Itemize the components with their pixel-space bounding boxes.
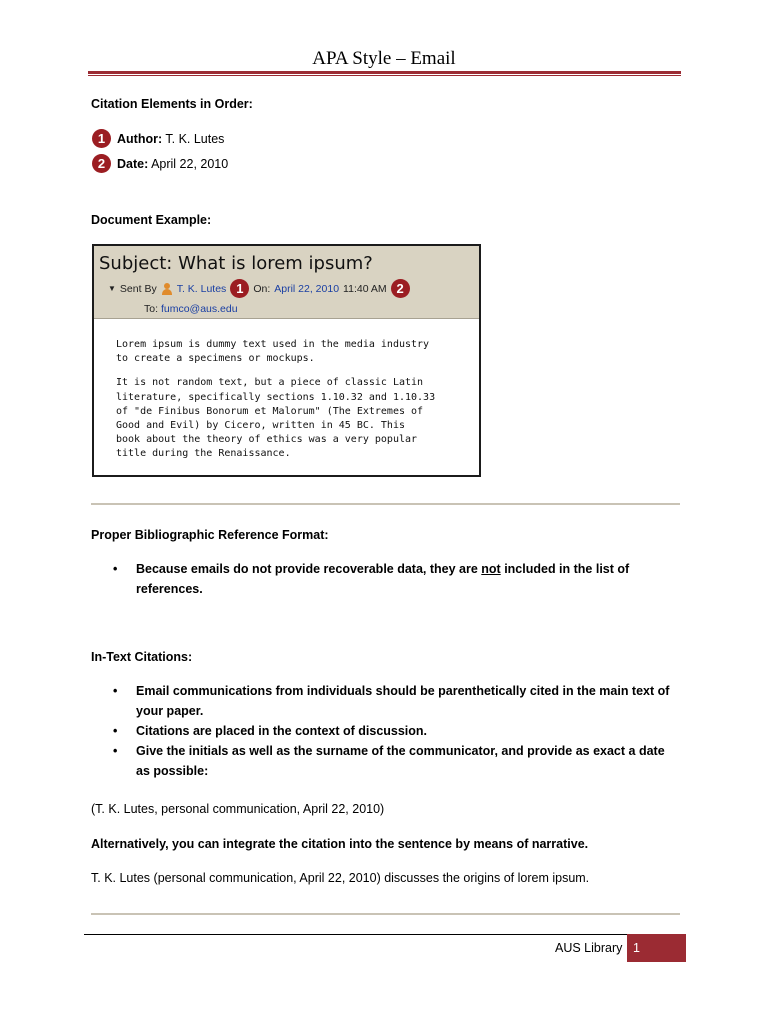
title-rule bbox=[88, 71, 681, 76]
citation-elements-heading: Citation Elements in Order: bbox=[91, 97, 253, 111]
document-example-heading: Document Example: bbox=[91, 213, 212, 227]
sent-by-row bbox=[108, 279, 410, 298]
email-subject: Subject: What is lorem ipsum? bbox=[99, 253, 373, 274]
element-value: T. K. Lutes bbox=[165, 131, 225, 146]
email-example bbox=[92, 244, 481, 477]
alternative-note: Alternatively, you can integrate the citation into the sentence by means of narrative. bbox=[91, 837, 589, 851]
list-item: • Citations are placed in the context of discussion. bbox=[91, 721, 671, 741]
page-number: 1 bbox=[627, 934, 686, 962]
number-badge-2: 2 bbox=[391, 279, 410, 298]
number-badge-1: 1 bbox=[230, 279, 249, 298]
list-item: • Because emails do not provide recoverable data, they are not included in the list of references. bbox=[91, 559, 636, 599]
on-label: On: bbox=[253, 282, 271, 295]
page-title: APA Style – Email bbox=[312, 48, 456, 69]
recipient-email-link[interactable]: fumco@aus.edu bbox=[160, 303, 238, 315]
number-badge-1: 1 bbox=[92, 129, 111, 148]
citation-element-date bbox=[92, 154, 228, 173]
to-row bbox=[144, 303, 238, 315]
example-citation-parenthetical: (T. K. Lutes, personal communication, April 22, 2010) bbox=[91, 802, 385, 816]
in-text-list bbox=[91, 681, 671, 781]
sender-link[interactable]: T. K. Lutes bbox=[176, 282, 227, 295]
date-link[interactable]: April 22, 2010 bbox=[274, 282, 340, 295]
time-text: 11:40 AM bbox=[343, 282, 387, 295]
email-body bbox=[116, 338, 471, 472]
footer-label: AUS Library bbox=[555, 941, 623, 955]
collapse-triangle-icon[interactable]: ▼ bbox=[108, 284, 116, 293]
footer-rule bbox=[84, 934, 684, 935]
email-body-paragraph: Lorem ipsum is dummy text used in the media industry to create a specimens or mockups. bbox=[116, 339, 430, 365]
in-text-heading: In-Text Citations: bbox=[91, 650, 193, 664]
to-label: To: bbox=[144, 303, 159, 315]
section-divider bbox=[91, 913, 680, 915]
person-icon bbox=[161, 283, 173, 295]
element-label: Date: bbox=[117, 156, 149, 171]
sent-by-label: Sent By bbox=[119, 282, 157, 295]
element-value: April 22, 2010 bbox=[151, 156, 229, 171]
example-citation-narrative: T. K. Lutes (personal communication, April 22, 2010) discusses the origins of lorem ipsum. bbox=[91, 871, 590, 885]
email-header bbox=[94, 246, 479, 319]
number-badge-2: 2 bbox=[92, 154, 111, 173]
list-item: • Email communications from individuals should be parenthetically cited in the main text of your paper. bbox=[91, 681, 671, 721]
emphasis-not: not bbox=[481, 562, 501, 576]
list-item: • Give the initials as well as the surname of the communicator, and provide as exact a date as possible: bbox=[91, 741, 671, 781]
section-divider bbox=[91, 503, 680, 505]
citation-element-author bbox=[92, 129, 224, 148]
bibliographic-list bbox=[91, 559, 671, 599]
element-label: Author: bbox=[117, 131, 163, 146]
bibliographic-heading: Proper Bibliographic Reference Format: bbox=[91, 528, 329, 542]
email-body-paragraph: It is not random text, but a piece of classic Latin literature, specifically sections 1.10.32 and 1.10.33 of "de Finibus Bonorum et Malorum" (The Extremes of Good and Evil) by Cicero, written in 45 BC. This book about the theory of ethics was a very popular title during the Renaissance. bbox=[116, 377, 436, 460]
